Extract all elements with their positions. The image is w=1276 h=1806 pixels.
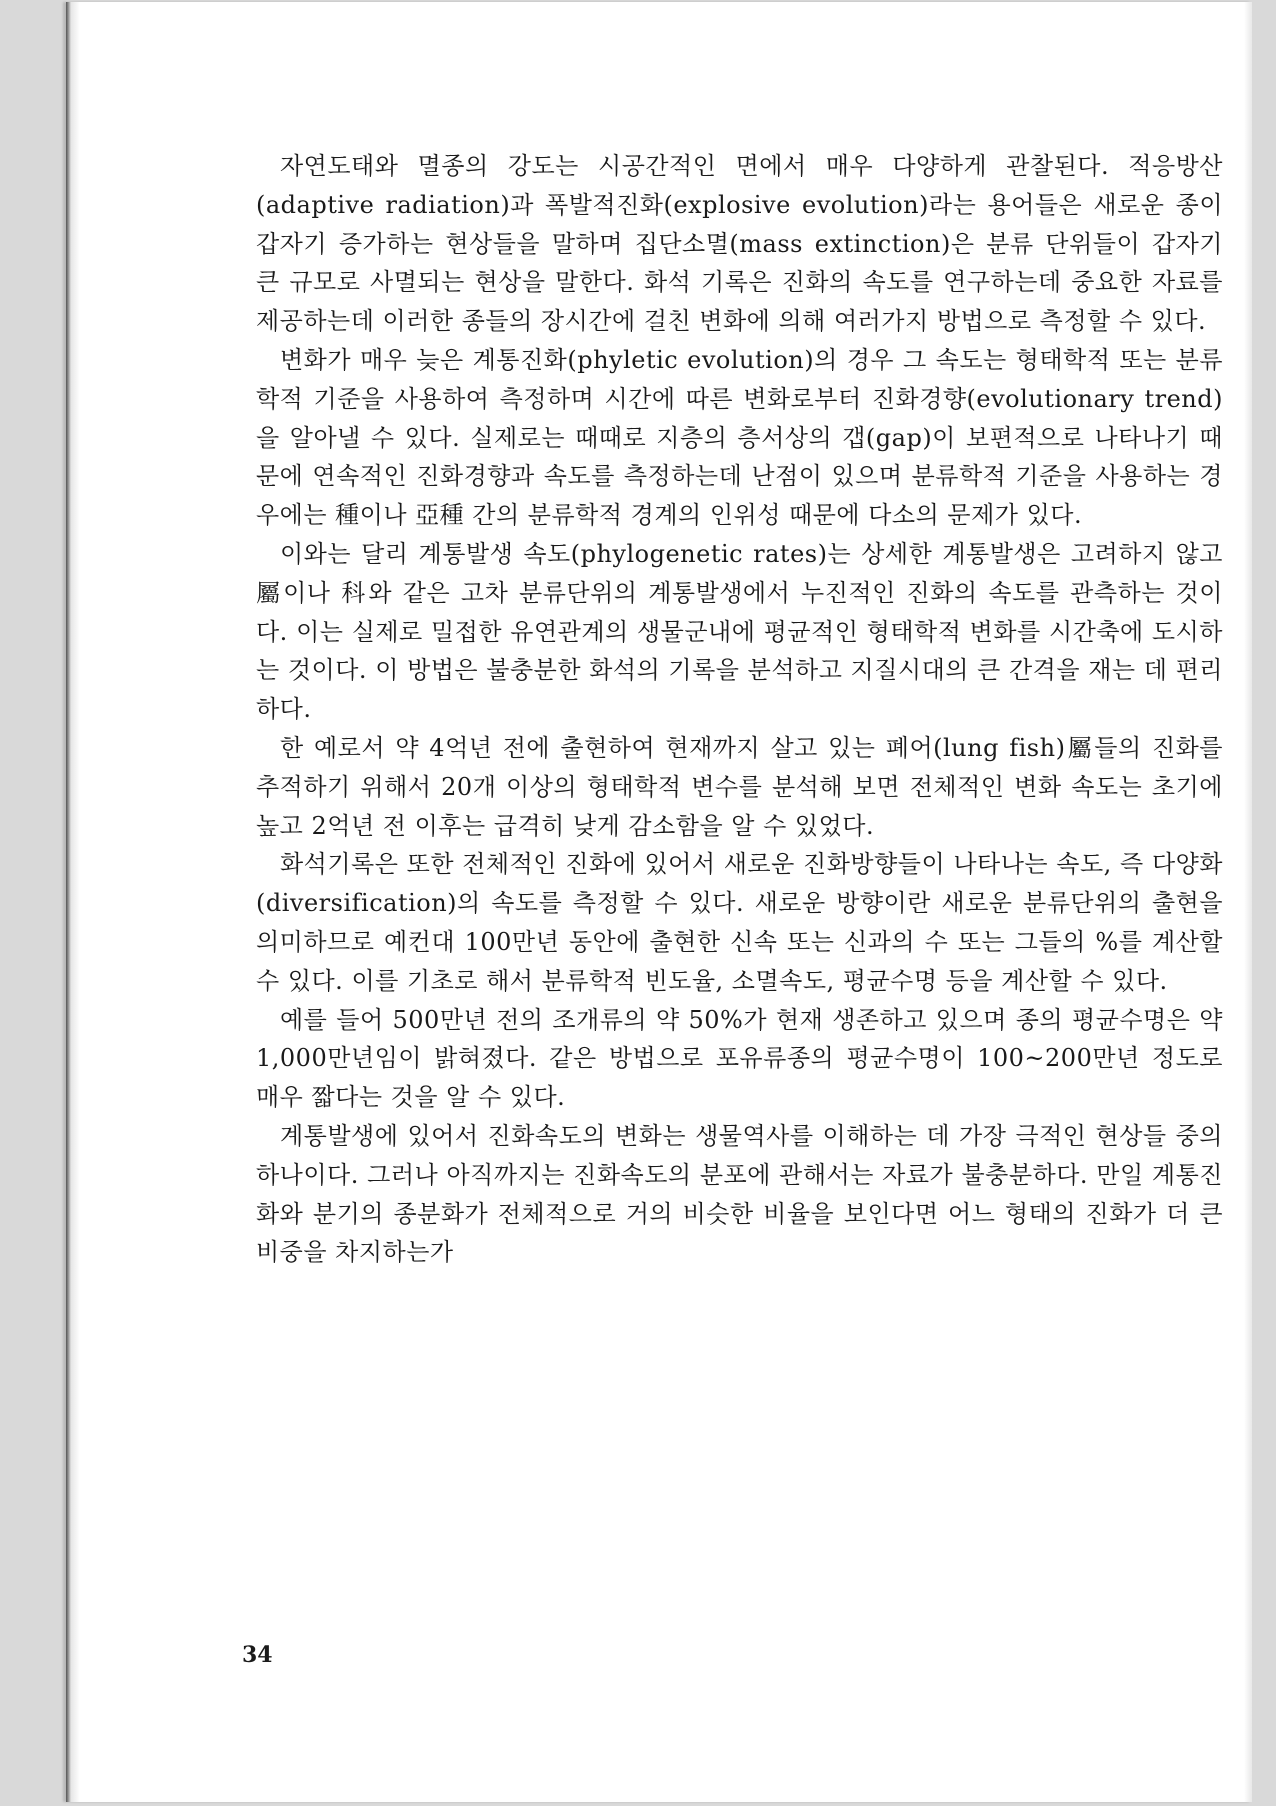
page-number: 34 — [242, 1642, 273, 1668]
paragraph-2: 변화가 매우 늦은 계통진화(phyletic evolution)의 경우 그 속도는 형태학적 또는 분류학적 기준을 사용하여 측정하며 시간에 따른 변화로부터 진화경향(evolutionary trend)을 알아낼 수 있다. 실제로는 때때로 지층의 층서상의 갭(gap)이 보편적으로 나타나기 때문에 연속적인 진화경향과 속도를 측정하는데 난점이 있으며 분류학적 기준을 사용하는 경우에는 種이나 亞種 간의 분류학적 경계의 인위성 때문에 다소의 문제가 있다. — [256, 345, 1223, 530]
paragraph-4: 한 예로서 약 4억년 전에 출현하여 현재까지 살고 있는 폐어(lung fish)屬들의 진화를 추적하기 위해서 20개 이상의 형태학적 변수를 분석해 보면 전체적인 변화 속도는 초기에 높고 2억년 전 이후는 급격히 낮게 감소함을 알 수 있었다. — [256, 733, 1223, 840]
paragraph-7: 계통발생에 있어서 진화속도의 변화는 생물역사를 이해하는 데 가장 극적인 현상들 중의 하나이다. 그러나 아직까지는 진화속도의 분포에 관해서는 자료가 불충분하다. 만일 계통진화와 분기의 종분화가 전체적으로 거의 비슷한 비율을 보인다면 어느 형태의 진화가 더 큰 비중을 차지하는가 — [256, 1121, 1223, 1267]
paragraph-5: 화석기록은 또한 전체적인 진화에 있어서 새로운 진화방향들이 나타나는 속도, 즉 다양화(diversification)의 속도를 측정할 수 있다. 새로운 방향이란 새로운 분류단위의 출현을 의미하므로 예컨대 100만년 동안에 출현한 신속 또는 신과의 수 또는 그들의 %를 계산할 수 있다. 이를 기초로 해서 분류학적 빈도율, 소멸속도, 평균수명 등을 계산할 수 있다. — [256, 850, 1223, 995]
page-text-body — [256, 147, 1223, 1272]
paragraph-6: 예를 들어 500만년 전의 조개류의 약 50%가 현재 생존하고 있으며 종의 평균수명은 약 1,000만년임이 밝혀졌다. 같은 방법으로 포유류종의 평균수명이 100~200만년 정도로 매우 짧다는 것을 알 수 있다. — [256, 1005, 1223, 1112]
paragraph-3: 이와는 달리 계통발생 속도(phylogenetic rates)는 상세한 계통발생은 고려하지 않고 屬이나 科와 같은 고차 분류단위의 계통발생에서 누진적인 진화의 속도를 관측하는 것이다. 이는 실제로 밀접한 유연관계의 생물군내에 평균적인 형태학적 변화를 시간축에 도시하는 것이다. 이 방법은 불충분한 화석의 기록을 분석하고 지질시대의 큰 간격을 재는 데 편리하다. — [256, 539, 1223, 724]
page-edge — [1244, 2, 1252, 1802]
paragraph-1: 자연도태와 멸종의 강도는 시공간적인 면에서 매우 다양하게 관찰된다. 적응방산(adaptive radiation)과 폭발적진화(explosive evolution)라는 용어들은 새로운 종이 갑자기 증가하는 현상들을 말하며 집단소멸(mass extinction)은 분류 단위들이 갑자기 큰 규모로 사멸되는 현상을 말한다. 화석 기록은 진화의 속도를 연구하는데 중요한 자료를 제공하는데 이러한 종들의 장시간에 걸친 변화에 의해 여러가지 방법으로 측정할 수 있다. — [256, 152, 1223, 336]
book-page — [66, 2, 1252, 1802]
